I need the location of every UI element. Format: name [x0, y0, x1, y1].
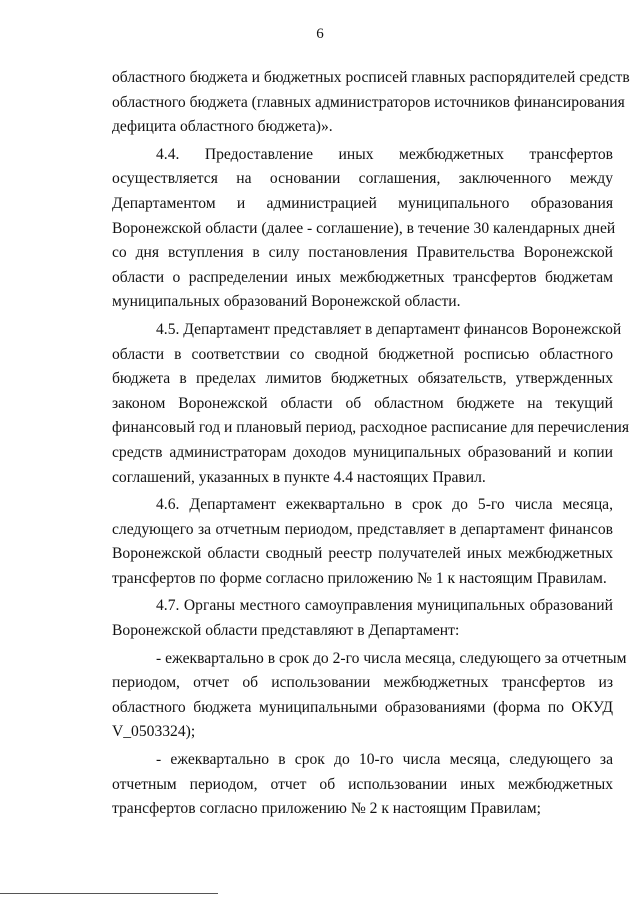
text-line: со дня вступления в силу постановления Правительства Воронежской	[112, 244, 613, 262]
text-line: дефицита областного бюджета)».	[112, 118, 333, 136]
text-line: - ежеквартально в срок до 2-го числа месяца, следующего за отчетным	[156, 649, 627, 667]
text-line: периодом, отчет об использовании межбюджетных трансфертов из	[112, 674, 613, 692]
text-line: 4.6. Департамент ежеквартально в срок до 5-го числа месяца,	[156, 496, 613, 514]
text-line: областного бюджета муниципальными образованиями (форма по ОКУД	[112, 698, 613, 716]
footer-rule	[0, 893, 218, 894]
paragraph-4-5	[112, 318, 630, 490]
text-line: соглашений, указанных в пункте 4.4 настоящих Правил.	[112, 468, 486, 486]
paragraph-4-4	[112, 143, 616, 315]
text-line: области о распределении иных межбюджетных трансфертов бюджетам	[112, 268, 613, 286]
text-line: - ежеквартально в срок до 10-го числа месяца, следующего за	[156, 751, 613, 769]
text-line: средств администраторам доходов муниципальных образований и копии	[112, 443, 613, 461]
text-line: 4.5. Департамент представляет в департамент финансов Воронежской	[156, 320, 622, 338]
text-line: 4.4. Предоставление иных межбюджетных трансфертов	[156, 145, 613, 163]
list-item-report-10th	[112, 748, 613, 822]
text-line: следующего за отчетным периодом, представляет в департамент финансов	[112, 520, 613, 538]
text-line: Воронежской области сводный реестр получателей иных межбюджетных	[112, 545, 613, 563]
paragraph-continuation	[112, 66, 630, 140]
text-line: финансовый год и плановый период, расходное расписание для перечисления	[112, 419, 630, 437]
paragraph-4-6	[112, 493, 613, 591]
text-line: трансфертов согласно приложению № 2 к настоящим Правилам;	[112, 800, 541, 818]
text-line: областного бюджета (главных администраторов источников финансирования	[112, 93, 625, 111]
text-line: Воронежской области (далее - соглашение), в течение 30 календарных дней	[112, 219, 616, 237]
list-item-report-2nd	[112, 647, 627, 745]
text-line: трансфертов по форме согласно приложению № 1 к настоящим Правилам.	[112, 569, 607, 587]
text-line: муниципальных образований Воронежской области.	[112, 293, 461, 311]
text-line: Воронежской области представляют в Департамент:	[112, 622, 460, 640]
page-number: 6	[316, 26, 324, 42]
text-line: области в соответствии со сводной бюджетной росписью областного	[112, 345, 613, 363]
text-line: Департаментом и администрацией муниципального образования	[112, 194, 613, 212]
text-line: законом Воронежской области об областном бюджете на текущий	[112, 394, 613, 412]
text-line: бюджета в пределах лимитов бюджетных обязательств, утвержденных	[112, 370, 613, 388]
text-line: 4.7. Органы местного самоуправления муниципальных образований	[156, 597, 613, 615]
paragraph-4-7	[112, 594, 613, 643]
text-line: отчетным периодом, отчет об использовании иных межбюджетных	[112, 775, 613, 793]
document-body	[112, 66, 630, 822]
text-line: областного бюджета и бюджетных росписей главных распорядителей средств	[112, 69, 630, 86]
text-line: V_0503324);	[112, 723, 196, 741]
text-line: осуществляется на основании соглашения, заключенного между	[112, 170, 613, 188]
